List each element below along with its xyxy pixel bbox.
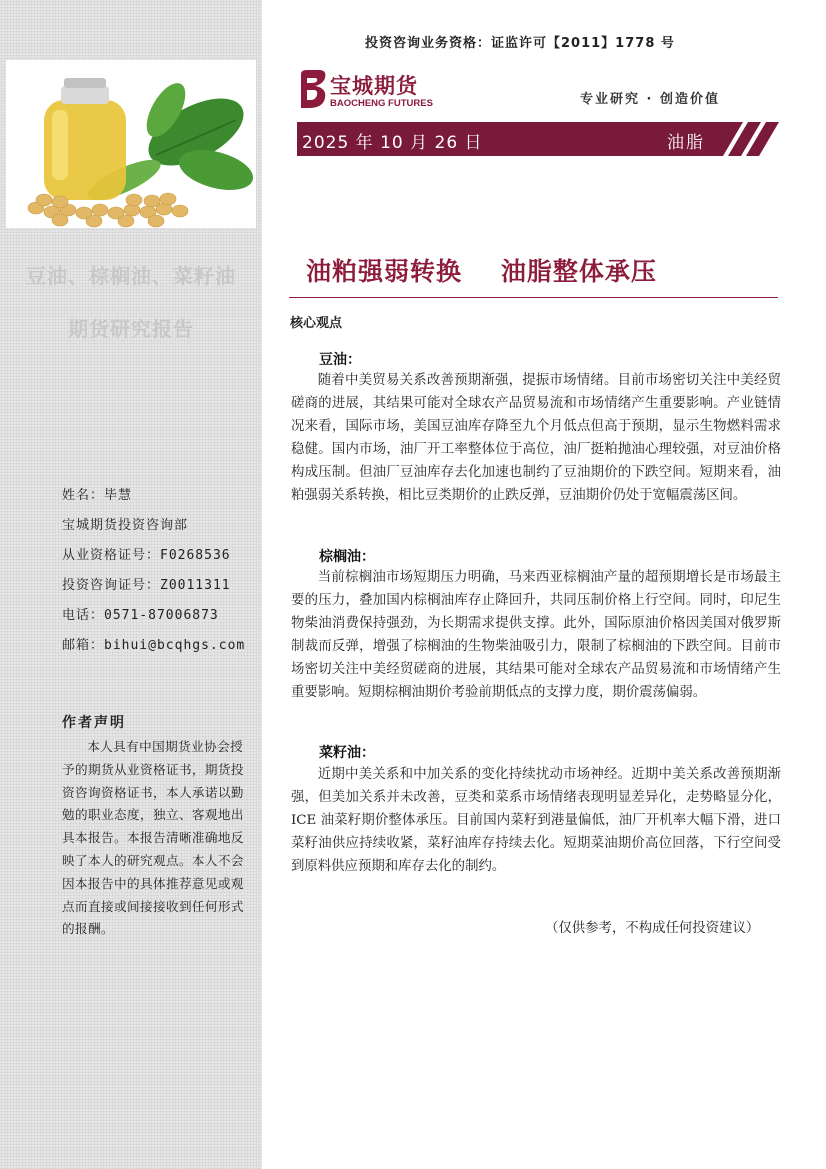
logo-name-cn: 宝城期货 [330,73,418,98]
company-logo [297,68,437,114]
sidebar [0,0,262,1169]
logo-name-en: BAOCHENG FUTURES [330,98,433,109]
slogan: 专业研究 · 创造价值 [580,92,720,107]
disclaimer: （仅供参考，不构成任何投资建议） [545,921,760,936]
section-text-rapeseed-oil: 近期中美关系和中加关系的变化持续扰动市场神经。近期中美关系改善预期渐强，但美加关系并未改善，豆类和菜系市场情绪表现明显差异化，走势略显分化，ICE 油菜籽期价整体承压。目前国内菜籽到港量偏低，油厂开机率大幅下滑，进口菜籽油供应持续收紧，菜籽油库存持续去化。短期菜油期价高位回落，下行空间受到原料供应预期和库存去化的制约。 [291,767,781,874]
report-category: 油脂 [667,133,705,153]
report-headline: 油粕强弱转换 油脂整体承压 [306,257,657,286]
section-text-palm-oil: 当前棕榈油市场短期压力明确，马来西亚棕榈油产量的超预期增长是市场最主要的压力，叠加国内棕榈油库存止降回升，共同压制价格上行空间。同时，印尼生物柴油消费保持强劲，为长期需求提供支撑。此外，国际原油价格因美国对俄罗斯制裁而反弹，增强了棕榈油的生物柴油吸引力，限制了棕榈油的下跌空间。目前市场密切关注中美经贸磋商的进展，其结果可能对全球农产品贸易流和市场情绪产生重要影响。短期棕榈油期价考验前期低点的支撑力度，期价震荡偏弱。 [291,570,781,700]
license-line: 投资咨询业务资格：证监许可【2011】1778 号 [365,36,675,51]
author-phone: 电话：0571-87006873 [62,608,219,623]
author-qualification: 从业资格证号：F0268536 [62,548,231,563]
author-email: 邮箱：bihui@bcqhgs.com [62,638,246,653]
section-text-soybean-oil: 随着中美贸易关系改善预期渐强，提振市场情绪。目前市场密切关注中美经贸磋商的进展，其结果可能对全球农产品贸易流和市场情绪产生重要影响。产业链情况来看，国际市场，美国豆油库存降至九个月低点但高于预期，显示生物燃料需求稳健。国内市场，油厂开工率整体位于高位，油厂挺粕抛油心理较强，对豆油价格构成压制。但油厂豆油库存去化加速也制约了豆油期价的下跌空间。短期来看，油粕强弱关系转换，相比豆类期价的止跌反弹，豆油期价仍处于宽幅震荡区间。 [291,373,781,503]
oil-and-soybeans-image [6,60,256,228]
declaration-text: 本人具有中国期货业协会授予的期货从业资格证书，期货投资咨询资格证书，本人承诺以勤勉的职业态度，独立、客观地出具本报告。本报告清晰准确地反映了本人的研究观点。本人不会因本报告中的具体推荐意见或观点而直接或间接接收到任何形式的报酬。 [62,739,244,937]
headline-divider [289,297,778,298]
section-title-rapeseed-oil: 菜籽油： [319,745,375,761]
section-title-palm-oil: 棕榈油： [319,549,375,565]
cover-photo [6,60,256,228]
sidebar-title-line2: 期货研究报告 [68,317,194,341]
core-view-label: 核心观点 [290,316,343,331]
author-name: 姓名：毕慧 [62,488,133,503]
author-consult-number: 投资咨询证号：Z0011311 [62,578,231,593]
sidebar-title-line1: 豆油、棕榈油、菜籽油 [26,264,236,288]
section-title-soybean-oil: 豆油： [319,352,361,368]
report-date: 2025 年 10 月 26 日 [302,133,483,153]
author-info [62,485,245,665]
author-dept: 宝城期货投资咨询部 [62,518,189,533]
declaration-title: 作者声明 [62,715,126,731]
